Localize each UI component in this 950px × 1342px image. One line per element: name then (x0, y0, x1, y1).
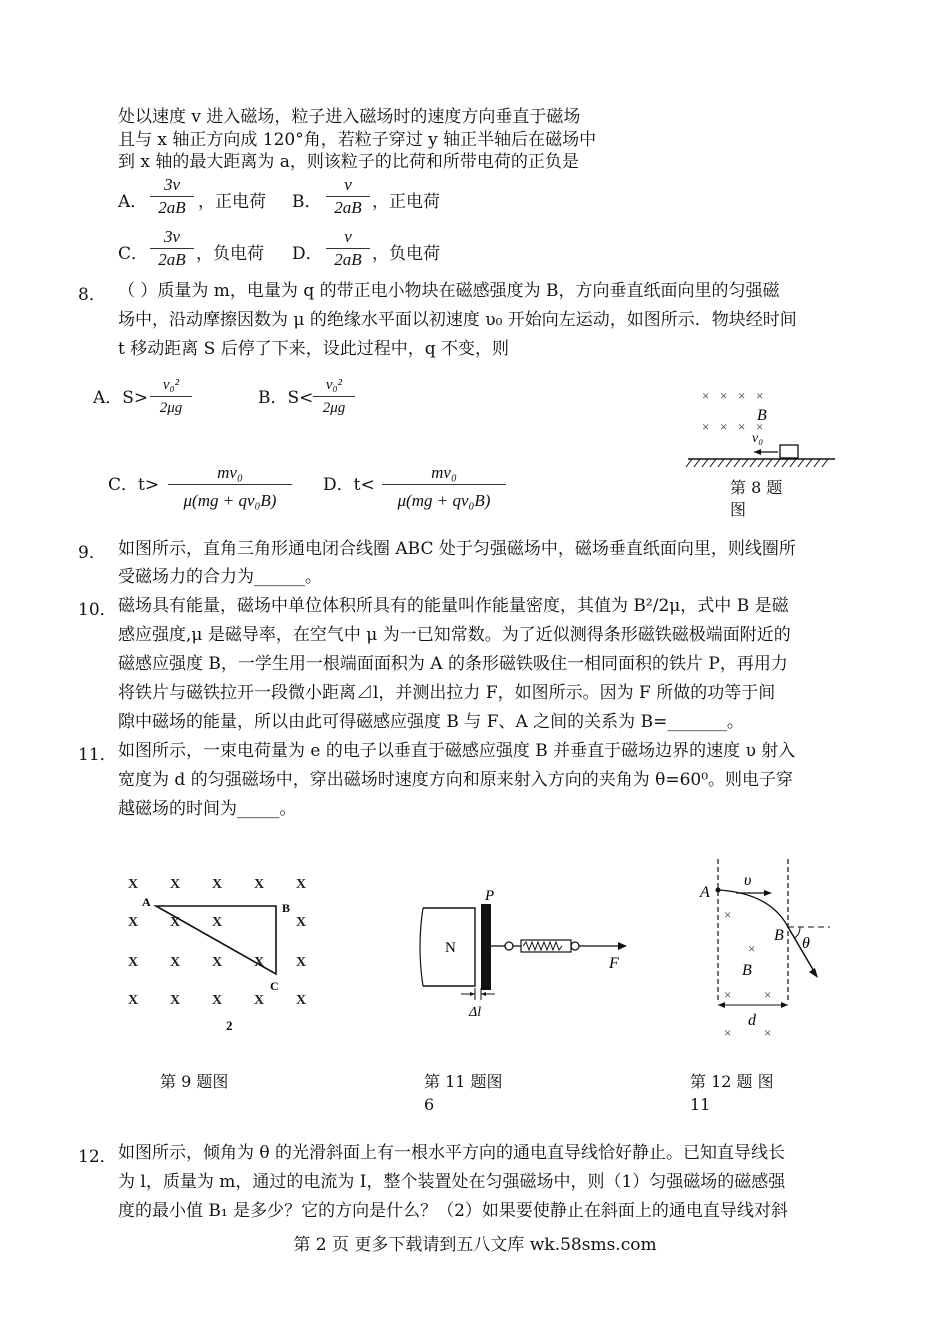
q8-option-c-den: μ(mg + qv₀B) (183, 491, 277, 510)
fig9-label-a: A (142, 895, 151, 909)
svg-text:X: X (212, 955, 223, 970)
q11-number: 11． (78, 745, 117, 765)
svg-text:X: X (296, 993, 307, 1008)
fig12-exit-arrowhead (809, 968, 818, 978)
svg-text:X: X (170, 993, 181, 1008)
fig11-force-label: F (609, 955, 619, 972)
q8-line-2: 场中，沿动摩擦因数为 μ 的绝缘水平面以初速度 υ₀ 开始向左运动，如图所示．物块经时间 (118, 310, 797, 330)
q8-option-a-label: A．S> (93, 388, 149, 408)
fig12-velocity-arrowhead (764, 890, 772, 896)
svg-text:X: X (128, 955, 139, 970)
q7-line-2: 且与 x 轴正方向成 120°角，若粒子穿过 y 轴正半轴后在磁场中 (118, 130, 597, 150)
svg-text:X: X (128, 877, 139, 892)
svg-text:×: × (720, 419, 728, 434)
fig11-gap-label: Δl (469, 1005, 482, 1020)
fig12-velocity-label: υ (744, 872, 752, 889)
q7-option-a-fraction (150, 174, 194, 219)
fig9-sub-number: 2 (226, 1018, 233, 1033)
q8-option-d-den: μ(mg + qv₀B) (397, 491, 491, 510)
q7-option-d-tail: ，负电荷 (372, 244, 440, 264)
q8-number: 8． (78, 285, 106, 305)
q8-field-label: B (757, 407, 767, 424)
q8-figure-caption-2: 图 (730, 500, 747, 519)
q11-line-2: 宽度为 d 的匀强磁场中，穿出磁场时速度方向和原来射入方向的夹角为 θ=60⁰。则电子穿 (118, 770, 794, 790)
q8-option-b-label: B．S< (258, 388, 314, 408)
q7-line-3: 到 x 轴的最大距离为 a，则该粒子的比荷和所带电荷的正负是 (118, 152, 579, 172)
q8-option-b-fraction (313, 374, 355, 419)
q8-option-c-num: mv₀ (168, 462, 292, 485)
page-footer: 第 2 页 更多下载请到五八文库 wk.58sms.com (293, 1235, 657, 1255)
q7-option-a-label: A． (118, 192, 148, 212)
fig11-hook (505, 942, 513, 950)
fig12-deflection-figure (690, 855, 850, 1050)
q7-option-b-fraction (326, 174, 370, 219)
q8-figure-caption: 第 8 题 (730, 478, 783, 497)
q7-option-c-label: C． (118, 244, 149, 264)
q8-velocity-label: v₀ (752, 431, 764, 446)
fig11-sub-number: 6 (424, 1095, 435, 1114)
svg-text:×: × (724, 907, 732, 922)
svg-text:×: × (702, 419, 710, 434)
svg-text:×: × (702, 388, 710, 403)
svg-text:×: × (724, 987, 732, 1002)
q8-option-c-label: C．t> (108, 475, 160, 495)
q7-option-c-fraction (150, 226, 194, 271)
q10-line-1: 磁场具有能量，磁场中单位体积所具有的能量叫作能量密度，其值为 B²/2μ，式中 B 是磁 (118, 596, 789, 616)
fig12-label-a: A (700, 884, 710, 901)
fig9-triangle-figure (118, 868, 318, 1038)
q11-line-3: 越磁场的时间为_____。 (118, 799, 297, 819)
q12-number: 12． (78, 1147, 117, 1167)
fig9-field-crosses (128, 877, 306, 1008)
svg-text:×: × (724, 1025, 732, 1040)
q8-option-d-label: D．t< (323, 475, 375, 495)
q8-field-crosses (702, 388, 763, 434)
fig12-angle-arc (794, 927, 800, 938)
q8-line-3: t 移动距离 S 后停了下来，设此过程中，q 不变，则 (118, 339, 509, 359)
svg-text:X: X (212, 915, 223, 930)
q8-option-d-fraction (382, 462, 506, 512)
fig11-pole-label: N (445, 940, 456, 956)
q10-line-5: 隙中磁场的能量，所以由此可得磁感应强度 B 与 F、A 之间的关系为 B=_______。 (118, 712, 744, 732)
q7-option-a-num: 3v (150, 174, 194, 197)
fig12-width-label: d (748, 1012, 756, 1029)
fig12-exit-label: B (774, 927, 784, 944)
svg-text:X: X (296, 915, 307, 930)
q7-option-d-label: D． (292, 244, 323, 264)
q12-line-3: 度的最小值 B₁ 是多少？它的方向是什么？（2）如果要使静止在斜面上的通电直导线对斜 (118, 1201, 788, 1221)
q7-option-b-den: 2aB (334, 198, 362, 217)
svg-text:×: × (720, 388, 728, 403)
q12-line-1: 如图所示，倾角为 θ 的光滑斜面上有一根水平方向的通电直导线恰好静止。已知直导线长 (118, 1143, 786, 1163)
svg-text:X: X (254, 877, 265, 892)
svg-text:X: X (170, 915, 181, 930)
q8-velocity-arrowhead (754, 449, 761, 455)
svg-text:X: X (296, 955, 307, 970)
fig12-angle-label: θ (802, 935, 810, 952)
q8-option-a-num: v₀² (150, 374, 192, 397)
q8-block (780, 445, 798, 458)
fig11-plate-label: P (485, 890, 495, 904)
fig11-iron-plate (481, 904, 491, 990)
svg-text:X: X (170, 955, 181, 970)
fig12-caption: 第 12 题 图 (690, 1072, 774, 1091)
fig11-force-arrowhead (618, 942, 627, 950)
svg-text:X: X (128, 993, 139, 1008)
q7-option-b-tail: ，正电荷 (372, 192, 440, 212)
q8-ground-hatching (686, 459, 828, 467)
svg-text:X: X (254, 955, 265, 970)
svg-text:X: X (254, 993, 265, 1008)
q7-option-c-num: 3v (150, 226, 194, 249)
fig9-label-b: B (282, 901, 291, 915)
fig9-caption: 第 9 题图 (160, 1072, 229, 1091)
q9-line-1: 如图所示，直角三角形通电闭合线圈 ABC 处于匀强磁场中，磁场垂直纸面向里，则线圈所 (118, 539, 796, 559)
q10-number: 10． (78, 600, 117, 620)
svg-text:×: × (764, 1025, 772, 1040)
q7-option-d-den: 2aB (334, 250, 362, 269)
fig11-magnet-figure (405, 890, 635, 1040)
q11-line-1: 如图所示，一束电荷量为 e 的电子以垂直于磁感应强度 B 并垂直于磁场边界的速度 υ 射入 (118, 741, 796, 761)
svg-text:X: X (212, 993, 223, 1008)
q7-option-d-num: v (326, 226, 370, 249)
q7-option-c-tail: ，负电荷 (196, 244, 264, 264)
svg-text:X: X (212, 877, 223, 892)
svg-text:×: × (764, 987, 772, 1002)
q9-number: 9． (78, 543, 106, 563)
q10-line-4: 将铁片与磁铁拉开一段微小距离⊿l，并测出拉力 F，如图所示。因为 F 所做的功等于间 (118, 683, 776, 703)
q10-line-2: 感应强度,μ 是磁导率，在空气中 μ 为一已知常数。为了近似测得条形磁铁磁极端面附近的 (118, 625, 791, 645)
q8-line-1: （ ）质量为 m，电量为 q 的带正电小物块在磁感强度为 B，方向垂直纸面向里的匀强磁 (118, 281, 780, 301)
svg-text:X: X (128, 915, 139, 930)
fig11-caption: 第 11 题图 (424, 1072, 503, 1091)
svg-text:×: × (756, 388, 764, 403)
svg-text:×: × (748, 941, 756, 956)
q7-line-1: 处以速度 v 进入磁场，粒子进入磁场时的速度方向垂直于磁场 (118, 107, 581, 127)
svg-text:×: × (738, 419, 746, 434)
fig11-gap-arrowheads (470, 992, 486, 996)
q7-option-a-den: 2aB (158, 198, 186, 217)
q9-line-2: 受磁场力的合力为______。 (118, 567, 322, 587)
svg-text:X: X (296, 877, 307, 892)
q7-option-c-den: 2aB (158, 250, 186, 269)
svg-text:×: × (738, 388, 746, 403)
svg-text:×: × (756, 419, 764, 434)
q7-option-b-num: v (326, 174, 370, 197)
q8-option-d-num: mv₀ (382, 462, 506, 485)
q7-option-a-tail: ，正电荷 (198, 192, 266, 212)
q8-option-a-den: 2μg (159, 400, 183, 416)
q7-option-b-label: B． (292, 192, 322, 212)
fig12-sub-number: 11 (690, 1095, 711, 1114)
q8-option-a-fraction (150, 374, 192, 419)
q8-option-c-fraction (168, 462, 292, 512)
q8-option-b-num: v₀² (313, 374, 355, 397)
fig9-label-c: C (270, 979, 279, 993)
q7-option-d-fraction (326, 226, 370, 271)
q8-figure (680, 385, 840, 475)
q12-line-2: 为 l，质量为 m，通过的电流为 I，整个装置处在匀强磁场中，则（1）匀强磁场的磁感强 (118, 1172, 786, 1192)
fig11-magnet-break (420, 908, 423, 986)
svg-text:X: X (170, 877, 181, 892)
fig12-field-label: B (742, 962, 752, 979)
q8-option-b-den: 2μg (322, 400, 346, 416)
q10-line-3: 磁感应强度 B，一学生用一根端面面积为 A 的条形磁铁吸住一相同面积的铁片 P，再用力 (118, 654, 788, 674)
fig11-balance-ring (571, 942, 579, 950)
